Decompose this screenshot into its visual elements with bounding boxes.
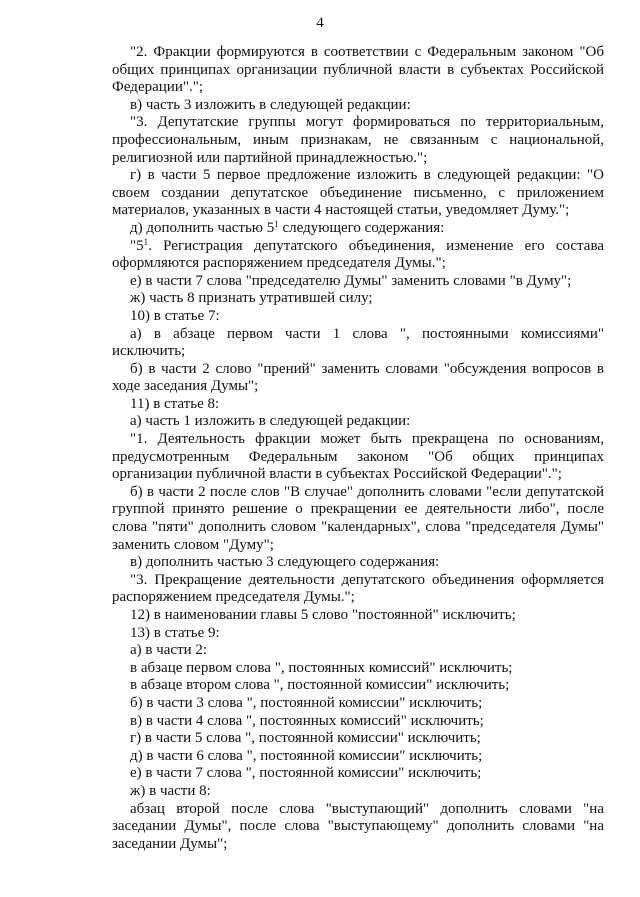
paragraph: е) в части 7 слова ", постоянной комиссии" исключить; xyxy=(130,765,482,782)
paragraph-text-after: следующего содержания: xyxy=(278,219,445,236)
paragraph: г) в части 5 первое предложение изложить в следующей редакции: "О своем создании депутатское объединение письменно, с приложением материалов, указанных в части 4 настоящей статьи, уведомляет Думу."; xyxy=(112,167,604,219)
document-body xyxy=(112,44,604,853)
paragraph: ж) в части 8: xyxy=(130,782,211,799)
page-number: 4 xyxy=(316,15,324,31)
paragraph: д) в части 6 слова ", постоянной комиссии" исключить; xyxy=(130,747,483,764)
paragraph: абзац второй после слова "выступающий" дополнить словами "на заседании Думы", после слова "выступающему" дополнить словами "на заседании Думы"; xyxy=(112,800,604,852)
paragraph: 11) в статье 8: xyxy=(130,395,220,412)
paragraph: "2. Фракции формируются в соответствии с Федеральным законом "Об общих принципах организации публичной власти в субъектах Российской Федерации"."; xyxy=(112,44,604,96)
paragraph: в абзаце втором слова ", постоянной комиссии" исключить; xyxy=(130,677,510,694)
paragraph xyxy=(112,220,604,238)
paragraph: "1. Деятельность фракции может быть прекращена по основаниям, предусмотренным Федеральным законом "Об общих принципах организации публичной власти в субъектах Российской Федерации"."; xyxy=(112,431,604,483)
paragraph: "3. Прекращение деятельности депутатского объединения оформляется распоряжением председателя Думы."; xyxy=(112,571,604,606)
paragraph: в) часть 3 изложить в следующей редакции: xyxy=(130,96,411,113)
paragraph: в) дополнить частью 3 следующего содержания: xyxy=(130,554,440,571)
superscript: 1 xyxy=(274,218,279,229)
paragraph: в абзаце первом слова ", постоянных комиссий" исключить; xyxy=(130,659,513,676)
paragraph: а) часть 1 изложить в следующей редакции: xyxy=(130,413,411,430)
paragraph: 12) в наименовании главы 5 слово "постоянной" исключить; xyxy=(130,607,516,623)
paragraph: ж) часть 8 признать утратившей силу; xyxy=(130,290,373,307)
paragraph: а) в части 2: xyxy=(130,642,208,659)
paragraph xyxy=(112,238,604,273)
paragraph: а) в абзаце первом части 1 слова ", постоянными комиссиями" исключить; xyxy=(112,325,604,360)
paragraph: е) в части 7 слова "председателю Думы" заменить словами "в Думу"; xyxy=(130,272,572,289)
paragraph-text-before: "5 xyxy=(130,237,144,254)
paragraph: б) в части 3 слова ", постоянной комиссии" исключить; xyxy=(130,694,483,711)
paragraph: б) в части 2 слово "прений" заменить словами "обсуждения вопросов в ходе заседания Думы"; xyxy=(112,360,604,395)
paragraph-text-before: д) дополнить частью 5 xyxy=(130,219,275,236)
paragraph: 13) в статье 9: xyxy=(130,624,220,641)
paragraph: "3. Депутатские группы могут формироваться по территориальным, профессиональным, иным признакам, не связанным с национальной, религиозной или партийной принадлежностью."; xyxy=(112,114,604,166)
paragraph: 10) в статье 7: xyxy=(130,307,220,324)
paragraph: в) в части 4 слова ", постоянных комиссий" исключить; xyxy=(130,712,484,729)
superscript: 1 xyxy=(143,236,149,247)
paragraph-text-after: . Регистрация депутатского объединения, изменение его состава оформляются распоряжением председателя Думы."; xyxy=(112,237,604,272)
paragraph: б) в части 2 после слов "В случае" дополнить словами "если депутатской группой принято решение о прекращении ее деятельности либо", после слова "пяти" дополнить словом "календарных", слова "председателя Думы" заменить словом "Думу"; xyxy=(112,483,604,553)
paragraph: г) в части 5 слова ", постоянной комиссии" исключить; xyxy=(130,730,481,747)
